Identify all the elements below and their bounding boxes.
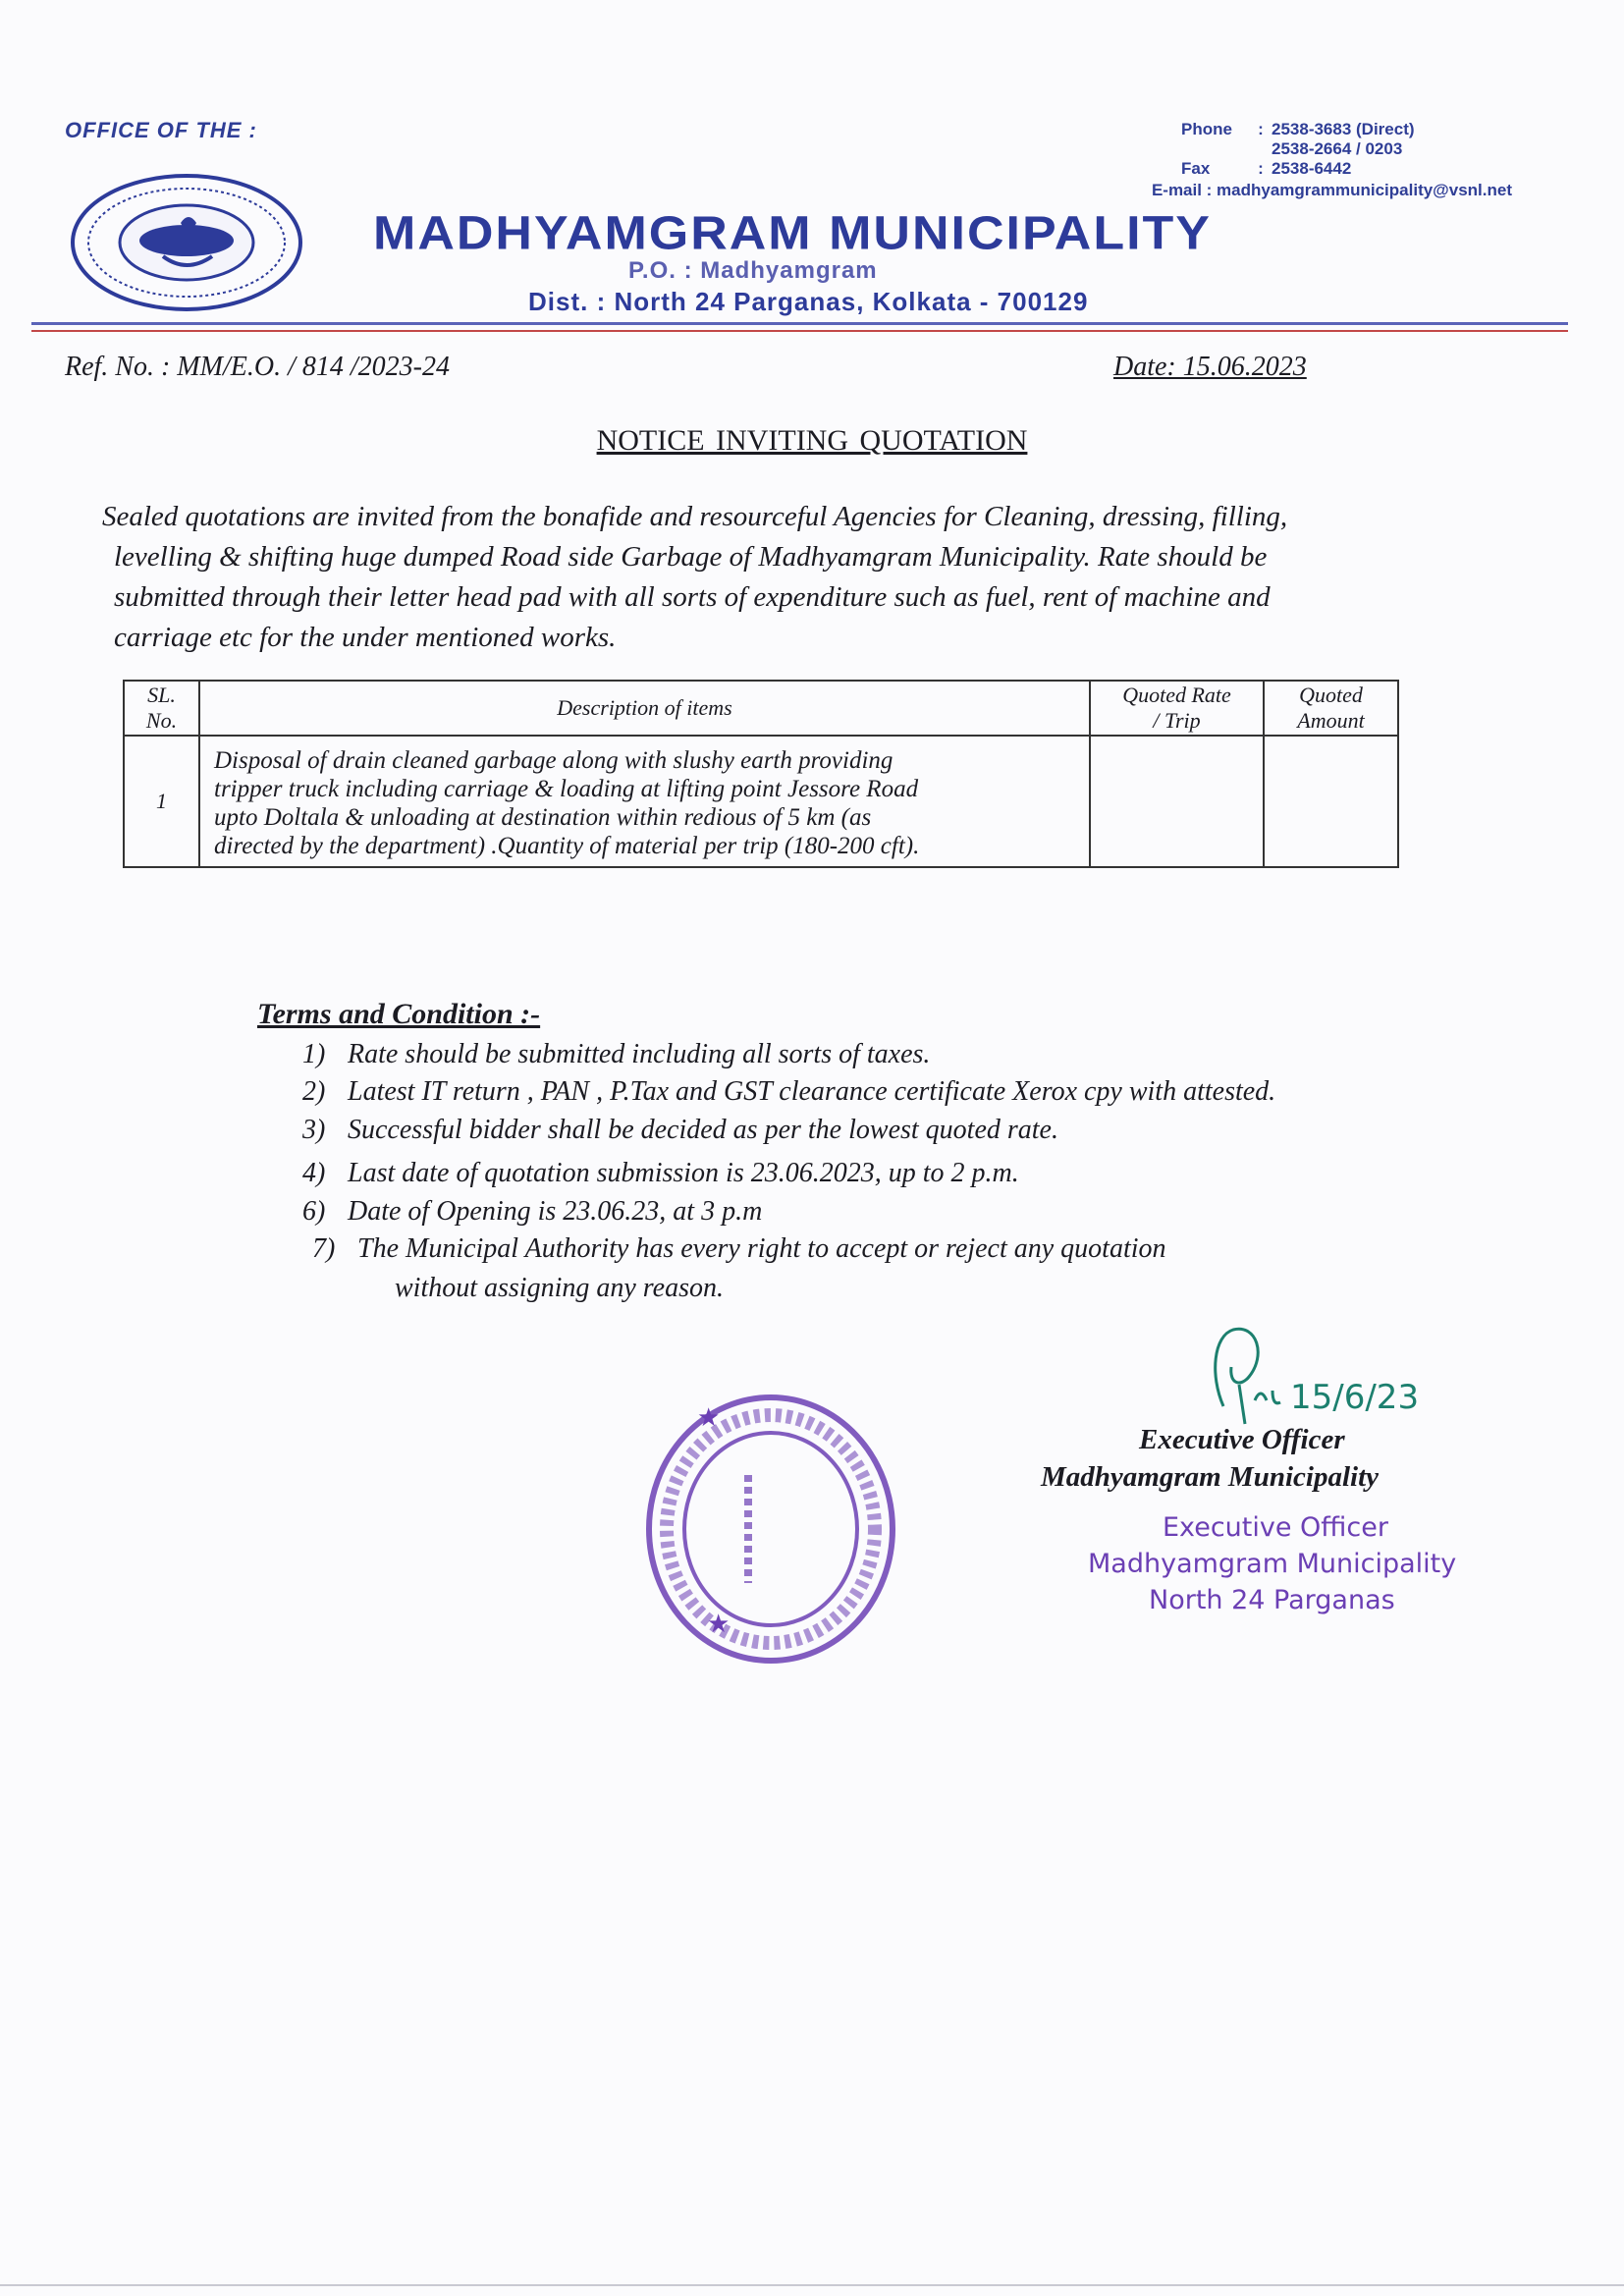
reference-number: Ref. No. : MM/E.O. / 814 /2023-24 xyxy=(65,352,450,382)
contact-block xyxy=(1001,120,1512,200)
table-row xyxy=(124,736,1398,867)
scan-edge xyxy=(0,2284,1624,2286)
term-item: 7) The Municipal Authority has every right to accept or reject any quotation xyxy=(312,1233,1166,1264)
term-item: 1) Rate should be submitted including all sorts of taxes. xyxy=(302,1039,931,1069)
intro-line: Sealed quotations are invited from the bonafide and resourceful Agencies for Cleaning, dressing, filling, xyxy=(102,501,1288,532)
col-header-description: Description of items xyxy=(199,681,1090,736)
municipality-emblem xyxy=(67,172,307,314)
svg-text:★: ★ xyxy=(697,1403,721,1433)
stamp-district: North 24 Parganas xyxy=(1149,1585,1395,1615)
cell-quoted-amount xyxy=(1264,736,1398,867)
office-of-label: OFFICE OF THE : xyxy=(65,118,257,142)
handwritten-signature xyxy=(1200,1316,1426,1429)
stamp-title: Executive Officer xyxy=(1163,1512,1388,1543)
header-divider xyxy=(31,322,1568,325)
signatory-organization: Madhyamgram Municipality xyxy=(1041,1461,1380,1493)
notice-date: Date: 15.06.2023 xyxy=(1113,352,1307,382)
svg-text:★: ★ xyxy=(707,1610,731,1639)
email-line: E-mail : madhyamgrammunicipality@vsnl.net xyxy=(1151,181,1512,199)
col-header-quoted-amount: Quoted Amount xyxy=(1264,681,1398,736)
term-item: 6) Date of Opening is 23.06.23, at 3 p.m xyxy=(302,1196,763,1227)
district-address: Dist. : North 24 Parganas, Kolkata - 700129 xyxy=(528,287,1089,316)
notice-title-text: NOTICE INVITING QUOTATION xyxy=(596,424,1028,457)
cell-sl: 1 xyxy=(124,736,199,867)
municipality-name: MADHYAMGRAM MUNICIPALITY xyxy=(373,207,1212,260)
signatory-title: Executive Officer xyxy=(1139,1424,1345,1455)
phone-other: 2538-2664 / 0203 xyxy=(1272,139,1403,158)
intro-line: levelling & shifting huge dumped Road side Garbage of Madhyamgram Municipality. Rate should be xyxy=(114,541,1268,573)
stamp-organization: Madhyamgram Municipality xyxy=(1088,1549,1457,1579)
fax-label: Fax xyxy=(1181,159,1211,178)
fax-number: 2538-6442 xyxy=(1272,159,1352,178)
term-item: 3) Successful bidder shall be decided as per the lowest quoted rate. xyxy=(302,1115,1058,1145)
phone-label: Phone xyxy=(1181,120,1232,138)
phone-row: Phone : 2538-3683 (Direct) xyxy=(1001,120,1512,139)
phone-direct: 2538-3683 (Direct) xyxy=(1272,120,1415,138)
header-divider-red xyxy=(31,330,1568,332)
intro-line: submitted through their letter head pad with all sorts of expenditure such as fuel, rent of machine and xyxy=(114,581,1271,613)
phone-row-2 xyxy=(1001,139,1512,159)
col-header-quoted-rate: Quoted Rate / Trip xyxy=(1090,681,1264,736)
table-header-row xyxy=(124,681,1398,736)
cell-description: Disposal of drain cleaned garbage along with slushy earth providing tripper truck including carriage & loading at lifting point Jessore Road upto Doltala & unloading at destination within redious of 5 km (as directed by the department) .Quantity of material per trip (180-200 cft). xyxy=(199,736,1090,867)
col-header-sl: SL. No. xyxy=(124,681,199,736)
terms-heading: Terms and Condition :- xyxy=(257,998,541,1030)
intro-paragraph xyxy=(102,497,1437,658)
post-office: P.O. : Madhyamgram xyxy=(628,257,878,284)
cell-quoted-rate xyxy=(1090,736,1264,867)
term-item: 2) Latest IT return , PAN , P.Tax and GST clearance certificate Xerox cpy with attested. xyxy=(302,1076,1276,1107)
quotation-table xyxy=(123,680,1399,868)
term-item-continuation: without assigning any reason. xyxy=(395,1273,724,1303)
notice-title xyxy=(0,424,1624,458)
term-item: 4) Last date of quotation submission is 23.06.2023, up to 2 p.m. xyxy=(302,1158,1019,1188)
intro-line: carriage etc for the under mentioned works. xyxy=(114,622,617,653)
fax-row: Fax : 2538-6442 xyxy=(1001,159,1512,179)
handwritten-date: 15/6/23 xyxy=(1290,1378,1420,1417)
office-seal-stamp xyxy=(638,1387,903,1671)
